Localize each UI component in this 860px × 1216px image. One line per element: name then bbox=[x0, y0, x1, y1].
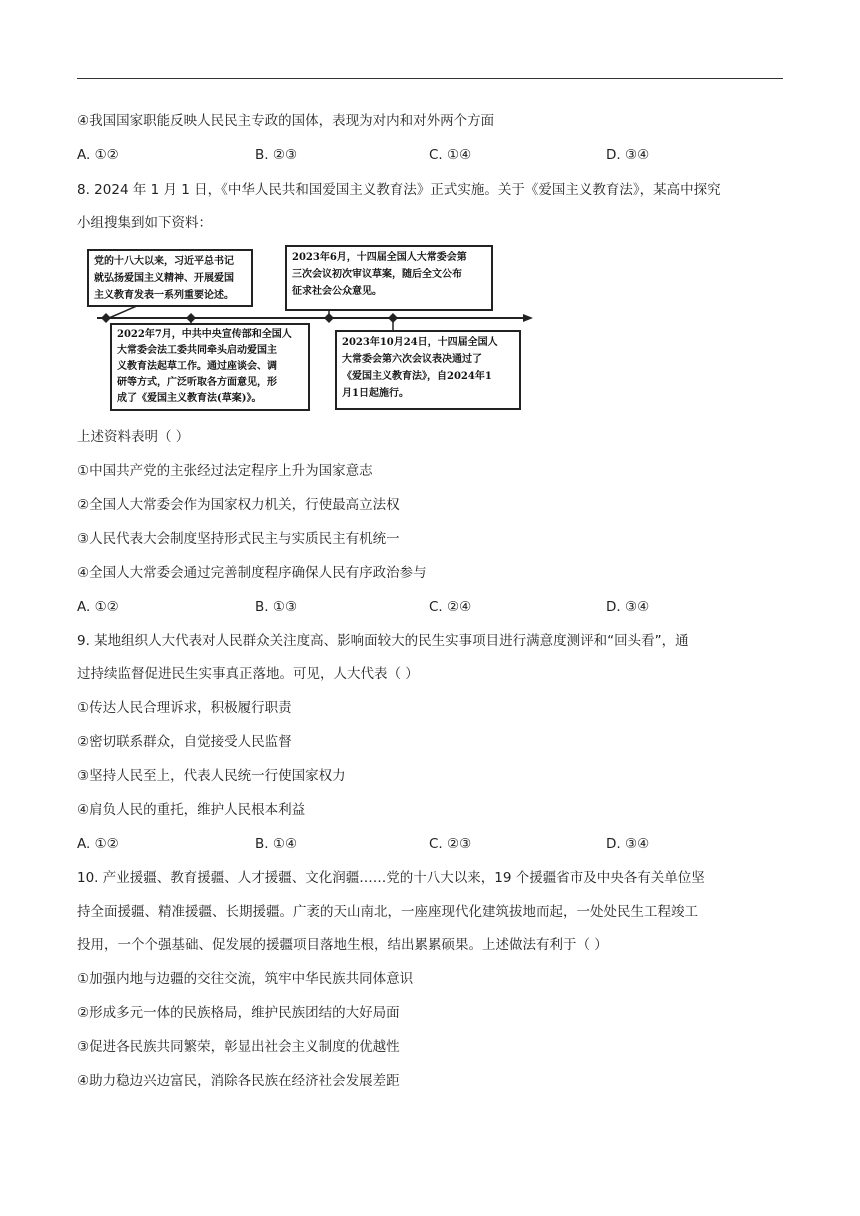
q8-option-d: D. ③④ bbox=[606, 599, 650, 615]
q10-stem-line-3: 投用，一个个强基础、促发展的援疆项目落地生根，结出累累硕果。上述做法有利于（ ） bbox=[77, 937, 608, 953]
q9-option-d: D. ③④ bbox=[606, 836, 650, 852]
q9-option-b: B. ①④ bbox=[255, 836, 298, 852]
timeline-box-2023-oct: 2023年10月24日，十四届全国人 大常委会第六次会议表决通过了 《爱国主义教育法》，自2024年1 月1日起施行。 bbox=[335, 330, 521, 410]
q9-item-4: ④肩负人民的重托，维护人民根本利益 bbox=[77, 802, 306, 818]
q7-option-a: A. ①② bbox=[77, 147, 119, 163]
q8-item-3: ③人民代表大会制度坚持形式民主与实质民主有机统一 bbox=[77, 531, 400, 547]
q7-options bbox=[77, 146, 783, 164]
q7-option-d: D. ③④ bbox=[606, 147, 650, 163]
q9-stem-line-1: 9. 某地组织人大代表对人民群众关注度高、影响面较大的民生实事项目进行满意度测评和“回头看”，通 bbox=[77, 633, 689, 649]
header-rule bbox=[77, 78, 783, 79]
q10-stem-line-1: 10. 产业援疆、教育援疆、人才援疆、文化润疆……党的十八大以来，19 个援疆省市及中央各有关单位坚 bbox=[77, 870, 705, 886]
q8-option-b: B. ①③ bbox=[255, 599, 298, 615]
q8-option-a: A. ①② bbox=[77, 599, 119, 615]
q8-item-2: ②全国人大常委会作为国家权力机关，行使最高立法权 bbox=[77, 497, 400, 513]
q7-option-b: B. ②③ bbox=[255, 147, 298, 163]
timeline-box-18th-congress: 党的十八大以来，习近平总书记 就弘扬爱国主义精神、开展爱国 主义教育发表一系列重要论述。 bbox=[87, 249, 253, 307]
q8-item-4: ④全国人大常委会通过完善制度程序确保人民有序政治参与 bbox=[77, 565, 427, 581]
q9-option-c: C. ②③ bbox=[429, 836, 472, 852]
q10-item-4: ④助力稳边兴边富民，消除各民族在经济社会发展差距 bbox=[77, 1073, 400, 1089]
timeline-box-2022-july: 2022年7月，中共中央宣传部和全国人 大常委会法工委共同牵头启动爱国主 义教育法起草工作。通过座谈会、调 研等方式，广泛听取各方面意见，形 成了《爱国主义教育法(草案)》。 bbox=[110, 323, 310, 411]
q7-option-c: C. ①④ bbox=[429, 147, 472, 163]
q10-item-3: ③促进各民族共同繁荣，彰显出社会主义制度的优越性 bbox=[77, 1039, 400, 1055]
q8-option-c: C. ②④ bbox=[429, 599, 472, 615]
q8-timeline-figure bbox=[87, 243, 533, 415]
q9-option-a: A. ①② bbox=[77, 836, 119, 852]
q7-item-4: ④我国国家职能反映人民民主专政的国体，表现为对内和对外两个方面 bbox=[77, 113, 495, 129]
q8-stem-line-2: 小组搜集到如下资料： bbox=[77, 215, 212, 231]
q9-item-2: ②密切联系群众，自觉接受人民监督 bbox=[77, 734, 292, 750]
q8-options bbox=[77, 598, 783, 616]
q9-item-3: ③坚持人民至上，代表人民统一行使国家权力 bbox=[77, 768, 346, 784]
q9-options bbox=[77, 835, 783, 853]
q8-stem-line-1: 8. 2024 年 1 月 1 日，《中华人民共和国爱国主义教育法》正式实施。关于《爱国主义教育法》，某高中探究 bbox=[77, 182, 721, 198]
q8-ask: 上述资料表明（ ） bbox=[77, 429, 190, 445]
q10-stem-line-2: 持全面援疆、精准援疆、长期援疆。广袤的天山南北，一座座现代化建筑拔地而起，一处处民生工程竣工 bbox=[77, 904, 698, 920]
timeline-box-2023-june: 2023年6月，十四届全国人大常委会第 三次会议初次审议草案，随后全文公布 征求社会公众意见。 bbox=[285, 245, 493, 311]
q9-item-1: ①传达人民合理诉求，积极履行职责 bbox=[77, 700, 292, 716]
q10-item-1: ①加强内地与边疆的交往交流，筑牢中华民族共同体意识 bbox=[77, 971, 414, 987]
q10-item-2: ②形成多元一体的民族格局，维护民族团结的大好局面 bbox=[77, 1005, 400, 1021]
q9-stem-line-2: 过持续监督促进民生实事真正落地。可见，人大代表（ ） bbox=[77, 666, 419, 682]
q8-item-1: ①中国共产党的主张经过法定程序上升为国家意志 bbox=[77, 463, 373, 479]
